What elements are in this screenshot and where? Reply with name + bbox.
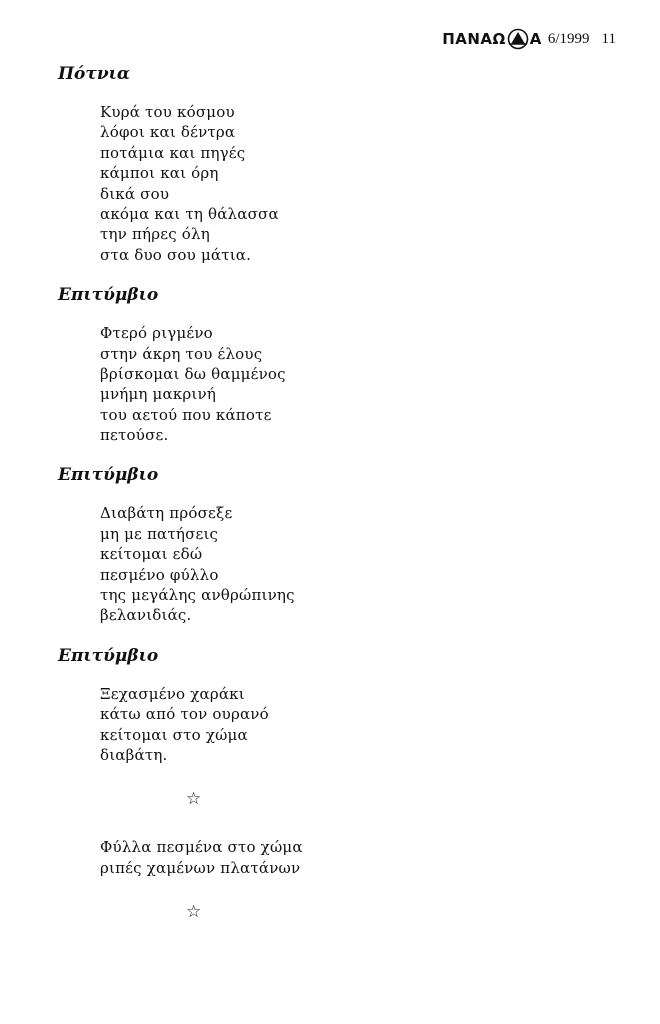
poem-line: ριπές χαμένων πλατάνων bbox=[100, 858, 301, 877]
poem-untitled bbox=[58, 837, 618, 924]
poem-line: Φτερό ριγμένο bbox=[100, 324, 213, 343]
poem-title: Επιτύμβιο bbox=[58, 645, 159, 666]
poem-line: την πήρες όλη bbox=[100, 225, 210, 244]
poem-line: της μεγάλης ανθρώπινης bbox=[100, 586, 295, 605]
poem-epitymbio-2 bbox=[58, 461, 618, 625]
poem-line: κάμποι και όρη bbox=[100, 164, 219, 183]
poem-stanza bbox=[100, 102, 618, 265]
poem-title: Επιτύμβιο bbox=[58, 465, 159, 486]
poem-epitymbio-1 bbox=[58, 281, 618, 445]
poem-line: Κυρά του κόσμου bbox=[100, 103, 235, 121]
issue-number: 6/1999 bbox=[547, 30, 590, 47]
poem-stanza bbox=[100, 323, 618, 445]
poem-line: ποτάμια και πηγές bbox=[100, 143, 246, 162]
page-number: 11 bbox=[601, 30, 616, 47]
poem-line: στα δυο σου μάτια. bbox=[100, 245, 252, 264]
poem-line: Φύλλα πεσμένα στο χώμα bbox=[100, 838, 303, 857]
circle-triangle-logo-icon bbox=[507, 28, 529, 50]
poems-container bbox=[58, 60, 618, 940]
star-separator-icon: ☆ bbox=[186, 789, 202, 810]
star-separator-icon: ☆ bbox=[186, 902, 202, 923]
poem-line: Ξεχασμένο χαράκι bbox=[100, 684, 245, 703]
poem-line: του αετού που κάποτε bbox=[100, 405, 272, 424]
brand-name-right: Α bbox=[529, 30, 542, 48]
poem-line: λόφοι και δέντρα bbox=[100, 123, 236, 142]
poem-line: κάτω από τον ουρανό bbox=[100, 705, 269, 724]
page-header bbox=[442, 28, 616, 50]
poem-line: στην άκρη του έλους bbox=[100, 344, 263, 363]
poem-epitymbio-3 bbox=[58, 642, 618, 812]
poem-line: βελανιδιάς. bbox=[100, 606, 192, 625]
poem-line: μνήμη μακρινή bbox=[100, 385, 217, 404]
poem-line: μη με πατήσεις bbox=[100, 524, 219, 543]
brand-name-left: ΠΑΝΑΩ bbox=[442, 30, 506, 48]
poem-title: Πότνια bbox=[58, 64, 130, 84]
magazine-logo bbox=[442, 28, 542, 50]
poem-line: Διαβάτη πρόσεξε bbox=[100, 504, 233, 523]
poem-line: κείτομαι εδώ bbox=[100, 545, 203, 564]
poem-potnia bbox=[58, 60, 618, 265]
poem-line: βρίσκομαι δω θαμμένος bbox=[100, 364, 286, 383]
poem-line: κείτομαι στο χώμα bbox=[100, 725, 248, 744]
poem-line: ακόμα και τη θάλασσα bbox=[100, 204, 279, 223]
poem-stanza bbox=[100, 503, 618, 625]
poem-line: πεσμένο φύλλο bbox=[100, 565, 219, 584]
poem-stanza bbox=[100, 684, 618, 766]
poem-line: πετούσε. bbox=[100, 426, 169, 445]
poem-line: διαβάτη. bbox=[100, 745, 168, 764]
poem-line: δικά σου bbox=[100, 184, 170, 203]
poem-title: Επιτύμβιο bbox=[58, 285, 159, 306]
poem-stanza bbox=[100, 837, 618, 878]
